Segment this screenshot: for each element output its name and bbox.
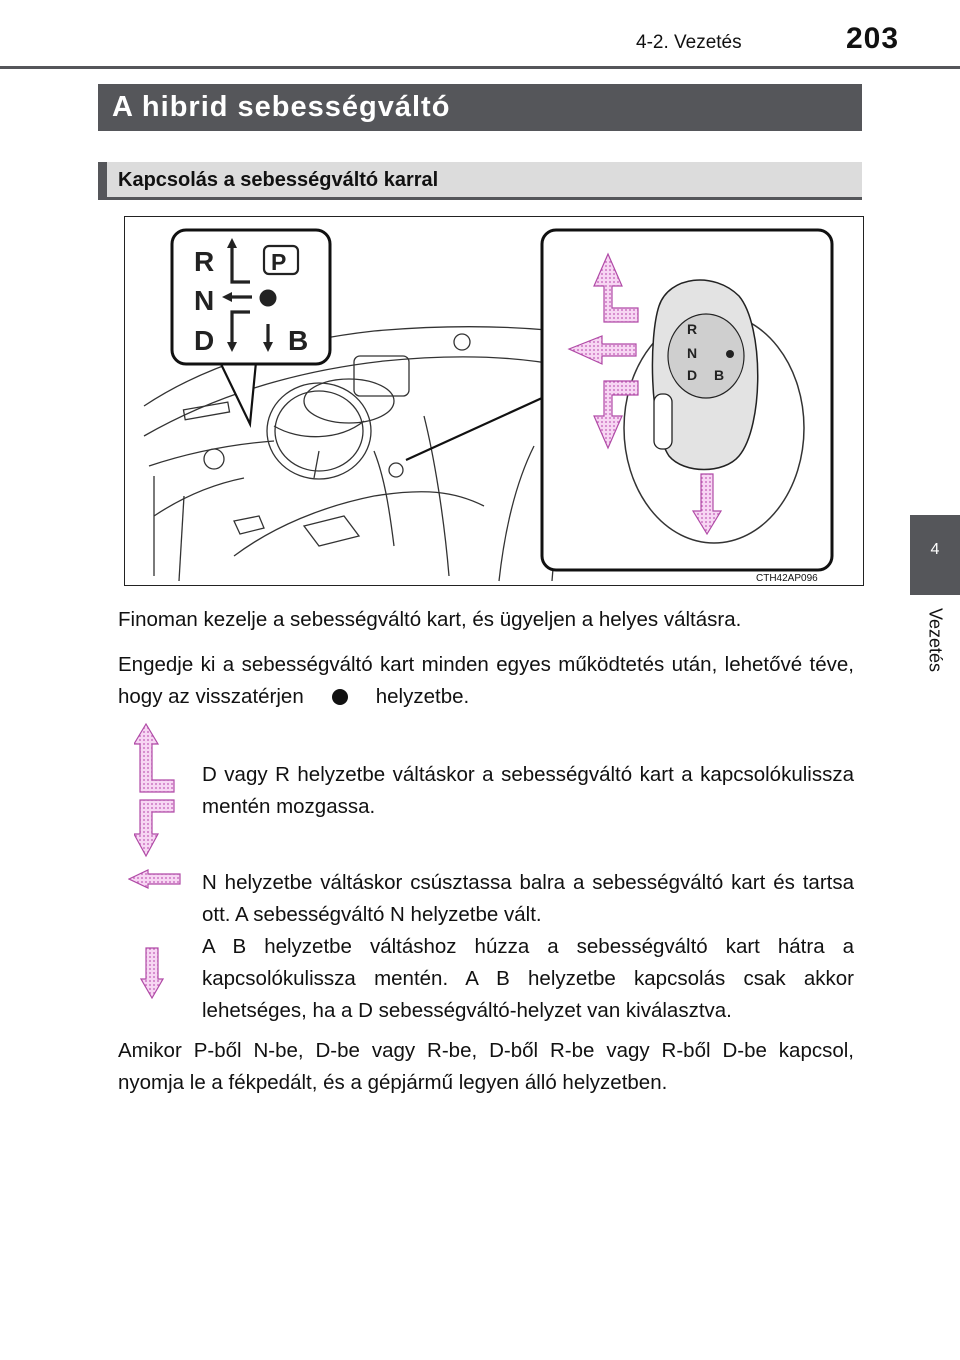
paragraph-release-lever [118,649,854,713]
page-number: 203 [846,22,900,55]
paragraph-release-lever-end: helyzetbe. [375,685,470,708]
chapter-tab-label: Vezetés [925,607,946,673]
header-rule [0,66,960,69]
subheading-bar [98,162,862,200]
chapter-tab-number: 4 [930,541,940,558]
svg-text:R: R [687,321,698,337]
svg-text:N: N [687,345,698,361]
pattern-label-p: P [271,249,287,275]
paragraph-gentle-operation: Finoman kezelje a sebességváltó kart, és ügyeljen a helyes váltásra. [118,608,742,631]
svg-text:D: D [687,367,698,383]
paragraph-release-lever-text: Engedje ki a sebességváltó kart minden egyes működtetés után, lehetővé téve, hogy az visszatérjen [118,653,854,708]
pattern-label-n: N [194,285,215,316]
chapter-tab [910,515,960,595]
home-position-dot [260,290,277,307]
instruction-shift-n: N helyzetbe váltáskor csúsztassa balra a sebességváltó kart és tartsa ott. A sebességváltó N helyzetbe vált. [202,871,854,926]
pattern-label-b: B [288,325,309,356]
paragraph-brake-pedal: Amikor P-ből N-be, D-be vagy R-be, D-ből R-be vagy R-ből D-be kapcsol, nyomja le a fékpedált, és a gépjármű legyen álló helyzetben. [118,1039,854,1094]
svg-text:B: B [714,367,725,383]
subheading-text: Kapcsolás a sebességváltó karral [118,169,439,191]
subheading-accent [98,162,107,197]
home-position-dot-icon [332,689,348,705]
pattern-label-r: R [194,246,215,277]
instruction-shift-b: A B helyzetbe váltáshoz húzza a sebességváltó kart hátra a kapcsolókulissza mentén. A B helyzetbe kapcsolás csak akkor lehetséges, ha a D sebességváltó-helyzet van kiválasztva. [202,935,854,1022]
header-section-title: 4-2. Vezetés [636,32,742,53]
pattern-label-d: D [194,325,215,356]
up-down-arrows-icon [134,722,180,858]
instruction-shift-d-r: D vagy R helyzetbe váltáskor a sebességváltó kart a kapcsolókulissza mentén mozgassa. [202,763,854,818]
chapter-title: A hibrid sebességváltó [98,84,862,131]
down-arrow-icon [140,947,164,999]
left-arrow-icon [128,868,182,890]
figure-code: CTH42AP096 [756,573,818,584]
shift-lever-illustration [124,216,864,586]
